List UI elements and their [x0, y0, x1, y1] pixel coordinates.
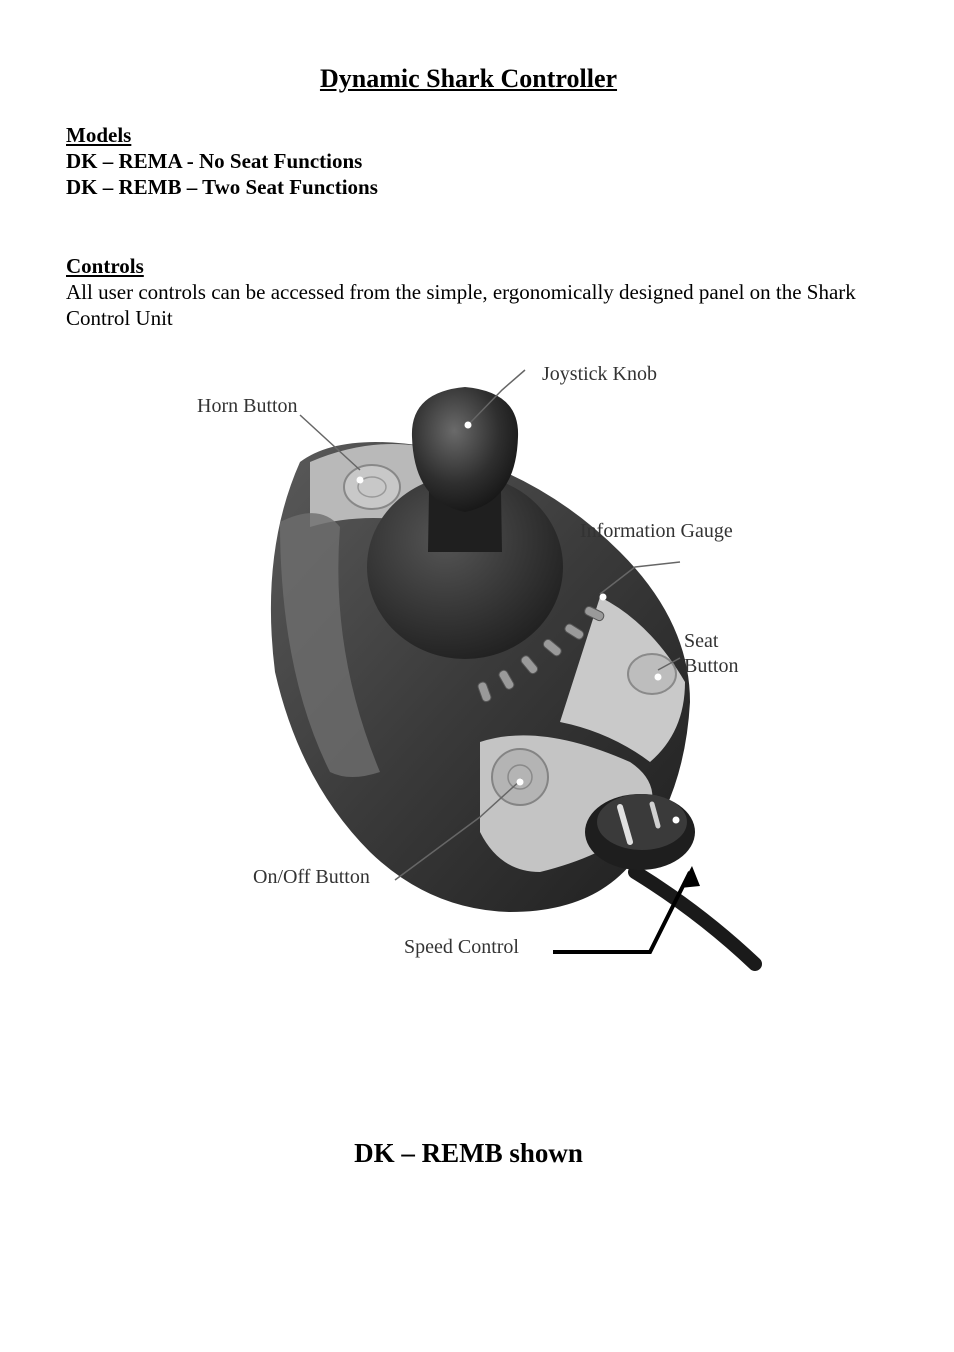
label-speed-control: Speed Control [404, 936, 519, 958]
controller-figure [180, 352, 780, 977]
label-seat-line1: Seat [684, 630, 719, 652]
label-information-gauge: Information Gauge [580, 520, 733, 542]
label-on-off-button: On/Off Button [253, 866, 370, 888]
speed-control-dial [585, 794, 695, 870]
label-horn-button: Horn Button [197, 395, 298, 417]
model-item-remb: DK – REMB – Two Seat Functions [66, 175, 378, 199]
controller-illustration [180, 352, 780, 977]
page-title: Dynamic Shark Controller [319, 64, 618, 93]
controls-description: All user controls can be accessed from the simple, ergonomically designed panel on the Shark Control Unit [66, 280, 856, 330]
horn-button [344, 465, 400, 509]
label-joystick-knob: Joystick Knob [542, 363, 657, 385]
models-section [66, 122, 378, 200]
seat-button [628, 654, 676, 694]
controls-heading: Controls [66, 254, 144, 278]
model-item-rema: DK – REMA - No Seat Functions [66, 149, 363, 173]
models-heading: Models [66, 123, 132, 147]
controls-section [66, 253, 886, 331]
on-off-button [492, 749, 548, 805]
figure-caption: DK – REMB shown [354, 1138, 583, 1168]
label-seat-line2: Button [684, 655, 739, 677]
